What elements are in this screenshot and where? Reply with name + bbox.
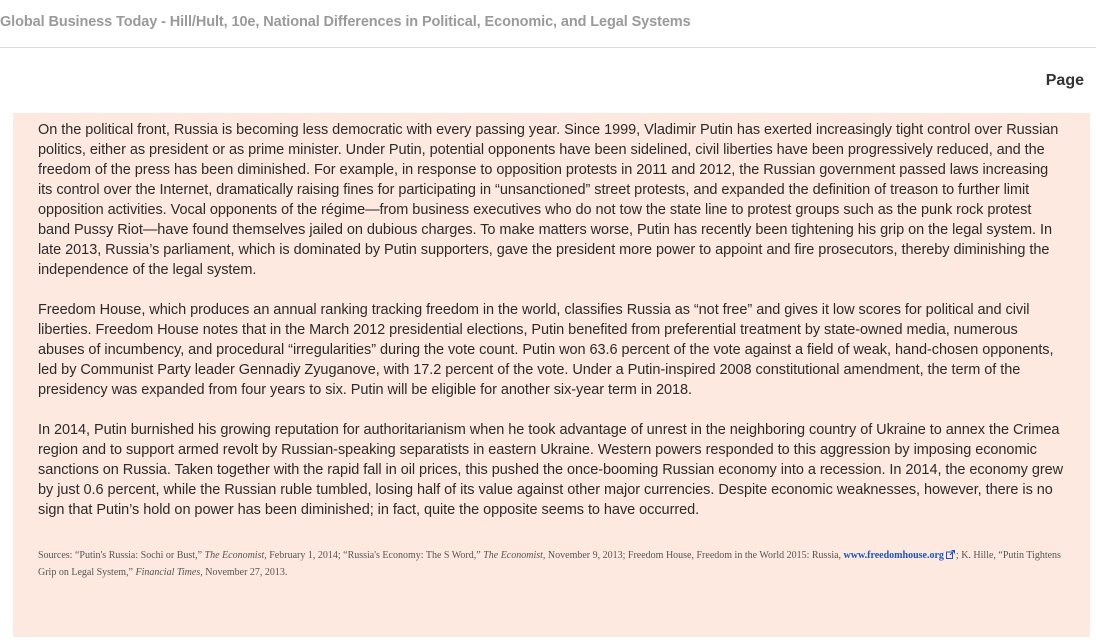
sources-publication-2: The Economist,	[483, 550, 546, 561]
sources-part-3: November 9, 2013; Freedom House, Freedom in the World 2015: Russia,	[547, 550, 842, 561]
page-label[interactable]: Page	[1045, 72, 1084, 89]
paragraph-political-front: On the political front, Russia is becoming less democratic with every passing year. Since 1999, Vladimir Putin has exerted increasingly tight control over Russian politics, either as president or as prime minister. Under Putin, potential opponents have been sidelined, civil liberties have been progressively reduced, and the freedom of the press has been diminished. For example, in response to opposition protests in 2011 and 2012, the Russian government passed laws increasing its control over the Internet, dramatically raising fines for participating in “unsanctioned” street protests, and expanded the definition of treason to further limit opposition activities. Vocal opponents of the régime—from business executives who do not tow the state line to protest groups such as the punk rock protest band Pussy Riot—have found themselves jailed on dubious charges. To make matters worse, Putin has recently been tightening his grip on the legal system. In late 2013, Russia’s parliament, which is dominated by Putin supporters, gave the president more power to appoint and fire prosecutors, thereby diminishing the independence of the legal system.	[38, 122, 1059, 278]
freedomhouse-link[interactable]: www.freedomhouse.org	[843, 550, 944, 561]
sources-publication-1: The Economist,	[204, 550, 267, 561]
sources-note	[38, 547, 1065, 581]
paragraph-freedom-house: Freedom House, which produces an annual ranking tracking freedom in the world, classifies Russia as “not free” and gives it low scores for political and civil liberties. Freedom House notes that in the March 2012 presidential elections, Putin benefited from preferential treatment by state-owned media, numerous abuses of incumbency, and procedural “irregularities” during the vote count. Putin won 63.6 percent of the vote against a field of weak, hand-chosen opponents, led by Communist Party leader Gennadiy Zyuganove, with 17.2 percent of the vote. Under a Putin-inspired 2008 constitutional amendment, the term of the presidency was expanded from four years to six. Putin will be eligible for another six-year term in 2018.	[38, 302, 1054, 398]
case-content-box	[13, 113, 1090, 637]
external-link-icon[interactable]	[946, 548, 955, 557]
paragraph-crimea: In 2014, Putin burnished his growing reputation for authoritarianism when he took advantage of unrest in the neighboring country of Ukraine to annex the Crimea region and to support armed revolt by Russian-speaking separatists in eastern Ukraine. Western powers responded to this aggression by imposing economic sanctions on Russia. Taken together with the rapid fall in oil prices, this pushed the once-booming Russian economy into a recession. In 2014, the economy grew by just 0.6 percent, while the Russian ruble tumbled, losing half of its value against other major currencies. Despite economic weaknesses, however, there is no sign that Putin’s hold on power has been diminished; in fact, quite the opposite seems to have occurred.	[38, 422, 1064, 518]
sources-part-2: February 1, 2014; “Russia's Economy: The S Word,”	[269, 550, 481, 561]
app-header	[0, 0, 1096, 48]
sources-publication-3: Financial Times,	[135, 567, 203, 578]
book-title: Global Business Today - Hill/Hult, 10e, National Differences in Political, Economic, and Legal Systems	[0, 14, 691, 30]
sources-part-4: ; K. Hille, “Putin Tightens Grip on Legal System,”	[38, 550, 1061, 578]
sources-prefix: Sources: “Putin's Russia: Sochi or Bust,”	[38, 550, 203, 561]
sources-suffix: November 27, 2013.	[205, 567, 288, 578]
